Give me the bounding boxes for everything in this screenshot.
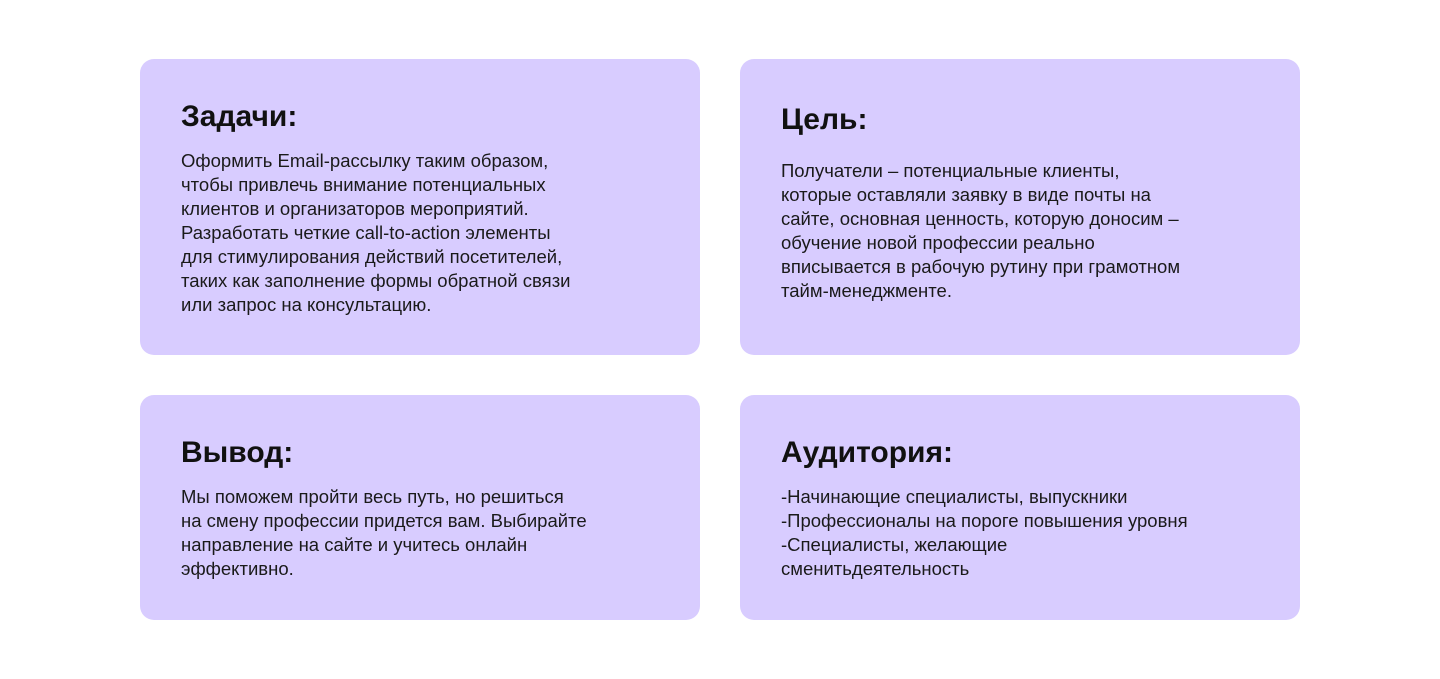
card-title: Цель: [781,103,868,136]
text-line: -Начинающие специалисты, выпускники [781,486,1128,507]
text-line: -Профессионалы на пороге повышения уровня [781,510,1188,531]
text-line: Мы поможем пройти весь путь, но решиться [181,486,564,507]
text-line: Оформить Email-рассылку таким образом, [181,150,549,171]
card-title: Вывод: [181,436,294,469]
text-line: которые оставляли заявку в виде почты на [781,184,1151,205]
text-line: таких как заполнение формы обратной связи [181,270,571,291]
card-body [181,485,587,581]
text-line: сменитьдеятельность [781,558,970,579]
text-line: обучение новой профессии реально [781,232,1095,253]
text-line: сайте, основная ценность, которую доносим – [781,208,1179,229]
text-line: Получатели – потенциальные клиенты, [781,160,1120,181]
text-line: или запрос на консультацию. [181,294,432,315]
card-body [781,159,1180,303]
text-line: клиентов и организаторов мероприятий. [181,198,529,219]
card-body [181,149,571,317]
audience-card [740,395,1300,620]
text-line: на смену профессии придется вам. Выбирайте [181,510,587,531]
text-line: для стимулирования действий посетителей, [181,246,563,267]
text-line: чтобы привлечь внимание потенциальных [181,174,546,195]
text-line: Разработать четкие call-to-action элементы [181,222,551,243]
text-line: тайм-менеджменте. [781,280,952,301]
conclusion-card [140,395,700,620]
goal-card [740,59,1300,355]
card-body [781,485,1188,581]
text-line: эффективно. [181,558,294,579]
text-line: вписывается в рабочую рутину при грамотном [781,256,1181,277]
text-line: -Специалисты, желающие [781,534,1008,555]
card-title: Задачи: [181,100,298,133]
tasks-card [140,59,700,355]
card-title: Аудитория: [781,436,953,469]
text-line: направление на сайте и учитесь онлайн [181,534,528,555]
